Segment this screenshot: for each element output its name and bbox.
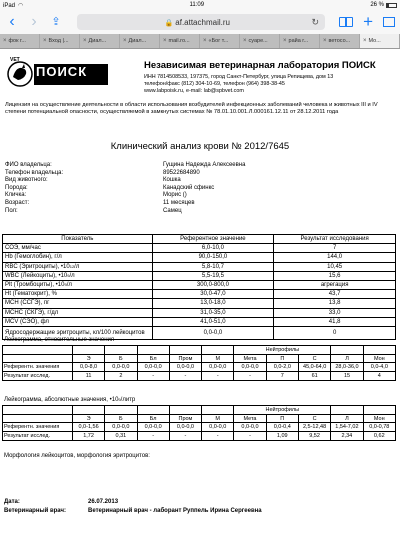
cell-value: 0,0-1,56 (72, 423, 104, 432)
cell-value: - (202, 432, 234, 441)
browser-tab[interactable] (200, 34, 240, 48)
info-key: Порода: (5, 184, 28, 191)
table-row (3, 253, 396, 262)
cell-value: 0,0-0,0 (169, 423, 201, 432)
info-key: ФИО владельца: (5, 162, 52, 168)
param-exponent: 12 (69, 263, 75, 269)
reference-row (3, 423, 396, 432)
browser-tab[interactable] (240, 34, 280, 48)
ref-value: 41,0-51,0 (152, 317, 274, 326)
browser-toolbar (0, 10, 400, 34)
pdf-document (0, 49, 400, 533)
ios-status-bar (0, 0, 400, 10)
browser-tab[interactable] (40, 34, 80, 48)
info-value: Гущина Надежда Алексеевна (163, 162, 246, 168)
info-key: Кличка: (5, 192, 27, 199)
result-row (3, 432, 396, 441)
info-key: Вид животного: (5, 177, 48, 184)
column-header: М (202, 354, 234, 363)
close-tab-icon[interactable]: × (203, 38, 207, 44)
new-tab-icon[interactable]: + (363, 12, 373, 31)
blank-cell (137, 346, 169, 355)
cell-value: 1,72 (72, 432, 104, 441)
device-label: iPad (3, 2, 16, 9)
table-row (3, 290, 396, 299)
cell-value: 2,5-12,48 (298, 423, 330, 432)
param-name (3, 290, 153, 299)
blood-test-table (2, 234, 396, 340)
ref-value: 30,0-47,0 (152, 290, 274, 299)
share-icon[interactable]: ⇪ (51, 16, 61, 28)
browser-tab[interactable] (280, 34, 320, 48)
column-header: Пром (169, 354, 201, 363)
cell-value: 0,0-0,0 (105, 423, 137, 432)
reference-row (3, 363, 396, 372)
cell-value: 2 (105, 372, 137, 381)
result-value: 15,6 (274, 271, 396, 280)
cell-value: - (202, 372, 234, 381)
row-label: Референтн. значения (3, 423, 73, 432)
blank-cell (3, 354, 73, 363)
column-header: Результат исследования (274, 235, 396, 244)
column-header: Э (72, 414, 104, 423)
ref-value: 5,8-10,7 (152, 262, 274, 271)
blank-cell (72, 406, 104, 415)
cell-value: 1,09 (266, 432, 298, 441)
url-text: af.attachmail.ru (175, 17, 230, 27)
blank-cell (105, 406, 137, 415)
column-header: Мон (363, 414, 395, 423)
result-row (3, 372, 396, 381)
group-header-row (3, 406, 396, 415)
blank-cell (169, 406, 201, 415)
cell-value: 28,0-36,0 (331, 363, 363, 372)
column-header: С (298, 414, 330, 423)
table-header (3, 235, 396, 244)
info-value: 11 месяцев (163, 199, 195, 206)
tab-label: райа г... (288, 38, 309, 44)
tab-label: Диал... (128, 38, 147, 44)
close-tab-icon[interactable]: × (363, 38, 367, 44)
cell-value: - (169, 432, 201, 441)
ref-value: 90,0-150,0 (152, 253, 274, 262)
blank-cell (363, 406, 395, 415)
ref-value: 300,0-800,0 (152, 280, 274, 289)
param-name (3, 262, 153, 271)
neutrophils-group: Нейтрофилы (234, 406, 331, 415)
org-address: ИНН 7814508533, 197375, город Санкт-Петербург, улица Репищева, дом 13 (144, 74, 334, 80)
blank-cell (363, 346, 395, 355)
column-header: Мета (234, 414, 266, 423)
column-header: Бл (137, 414, 169, 423)
column-header-row (3, 354, 396, 363)
back-icon[interactable]: ‹ (9, 13, 15, 30)
cell-value: 0,0-2,0 (266, 363, 298, 372)
param-name (3, 308, 153, 317)
param-name (3, 299, 153, 308)
leukogram-relative-table (2, 345, 396, 381)
org-phones: телефон/факс (812) 304-10-69, телефон (964) 398-38-45 (144, 81, 285, 87)
tab-label: Вход |... (48, 38, 69, 44)
cell-value: - (234, 432, 266, 441)
param-text: Plt (Тромбоциты), •10 (5, 282, 65, 289)
vet-row (4, 508, 262, 514)
clock: 11:09 (189, 2, 205, 8)
column-header: Пром (169, 414, 201, 423)
logo-vet: VET (10, 57, 20, 63)
tab-label: суаре... (248, 38, 268, 44)
ref-value: 13,0-18,0 (152, 299, 274, 308)
result-value: 10,45 (274, 262, 396, 271)
cell-value: - (137, 432, 169, 441)
info-row (5, 185, 245, 193)
document-title: Клинический анализ крови № 2012/7645 (110, 141, 290, 152)
close-tab-icon[interactable]: × (123, 38, 127, 44)
ref-value: 6,0-10,0 (152, 244, 274, 253)
info-row (5, 177, 245, 185)
table-row (3, 271, 396, 280)
param-text: СОЭ, мм/час (5, 245, 41, 252)
result-value: агрегация (274, 280, 396, 289)
info-row (5, 192, 245, 200)
info-row (5, 200, 245, 208)
cell-value: 0,0-0,4 (266, 423, 298, 432)
blank-cell (169, 346, 201, 355)
cell-value: 1,54-7,02 (331, 423, 363, 432)
info-value: Самец (163, 207, 182, 214)
bookmarks-icon[interactable] (339, 17, 353, 27)
tab-label: фок г... (8, 38, 26, 44)
ref-value: 31,0-35,0 (152, 308, 274, 317)
table-row (3, 244, 396, 253)
info-row (5, 170, 245, 178)
cell-value: 4 (363, 372, 395, 381)
abs-title-text: Лейкограмма, абсолютные значения, •10 (4, 397, 119, 403)
column-header: Мон (363, 354, 395, 363)
vet-label: Ветеринарный врач: (4, 508, 66, 514)
column-header: П (266, 354, 298, 363)
param-text: Ядросодержащие эритроциты, кл/100 лейкоцитов (5, 329, 145, 336)
blank-cell (105, 346, 137, 355)
param-unit: /л (74, 263, 80, 270)
info-row (5, 162, 245, 170)
close-tab-icon[interactable]: × (243, 38, 247, 44)
blank-cell (3, 414, 73, 423)
column-header: Л (331, 354, 363, 363)
cell-value: 0,31 (105, 432, 137, 441)
table-row (3, 262, 396, 271)
param-text: MCHC (СКГЭ), г/дл (5, 309, 59, 316)
cell-value: 0,0-0,0 (202, 363, 234, 372)
license-text: Лицензия на осуществление деятельности в области использования возбудителей инфекционных заболеваний человека и животных III и IV степени потенциальной опасности, осуществляемой в замкнутых системах № 78.01.10.001.Л.000161.12.11 от 28.12.2011 года (5, 102, 378, 116)
battery-icon (386, 3, 397, 8)
group-header-row (3, 346, 396, 355)
row-label: Результат исслед. (3, 432, 73, 441)
param-unit: /л (69, 272, 75, 279)
logo-word: ПОИСК (36, 64, 88, 79)
tab-label: Мо... (368, 38, 381, 44)
param-exponent: 9 (64, 282, 67, 288)
tab-label: ветосо... (328, 38, 351, 44)
result-value: 41,8 (274, 317, 396, 326)
wifi-icon: ◠ (18, 2, 24, 9)
cell-value: 15 (331, 372, 363, 381)
tab-label: Диал... (88, 38, 107, 44)
param-text: RBC (Эритроциты), •10 (5, 263, 70, 270)
param-name (3, 253, 153, 262)
info-value: Морис () (163, 192, 187, 199)
info-key: Пол: (5, 207, 18, 214)
close-tab-icon[interactable]: × (3, 38, 7, 44)
row-label: Референтн. значения (3, 363, 73, 372)
column-header: С (298, 354, 330, 363)
leukogram-rel-title: Лейкограмма, относительные значения (4, 337, 115, 343)
column-header: Б (105, 414, 137, 423)
battery-label: 26 % (370, 2, 384, 8)
tab-bar (0, 34, 400, 49)
date-label: Дата: (4, 499, 20, 505)
info-value: Канадский сфинкс (163, 184, 215, 191)
cell-value: 7 (266, 372, 298, 381)
param-text: WBC (Лейкоциты), •10 (5, 272, 68, 279)
blank-cell (331, 406, 363, 415)
ref-value: 0,0-0,0 (152, 326, 274, 339)
cell-value: 0,0-0,0 (105, 363, 137, 372)
info-key: Телефон владельца: (5, 169, 64, 176)
result-value: 33,0 (274, 308, 396, 317)
logo-caption: ЛАБОРАТОРИЯ (40, 58, 83, 64)
cell-value: 0,0-4,0 (363, 363, 395, 372)
cell-value: - (234, 372, 266, 381)
blank-cell (3, 346, 73, 355)
result-value: 13,8 (274, 299, 396, 308)
cell-value: - (137, 372, 169, 381)
param-exponent: 9 (67, 272, 70, 278)
column-header: П (266, 414, 298, 423)
row-label: Результат исслед. (3, 372, 73, 381)
column-header: Э (72, 354, 104, 363)
cell-value: 0,0-0,0 (234, 423, 266, 432)
param-name (3, 271, 153, 280)
forward-icon[interactable]: › (31, 13, 37, 30)
blank-cell (72, 346, 104, 355)
param-text: MCH (ССГЭ), пг (5, 300, 50, 307)
browser-tab[interactable] (320, 34, 360, 48)
result-value: 7 (274, 244, 396, 253)
org-title: Независимая ветеринарная лаборатория ПОИСК (144, 60, 376, 71)
abs-title-sup: 9 (118, 397, 121, 402)
date-value: 26.07.2013 (88, 499, 119, 505)
cell-value: 0,0-0,0 (202, 423, 234, 432)
cell-value: 11 (72, 372, 104, 381)
browser-tab[interactable] (360, 34, 400, 48)
column-header: М (202, 414, 234, 423)
blank-cell (3, 406, 73, 415)
blank-cell (202, 406, 234, 415)
lock-icon: 🔒 (164, 19, 174, 27)
browser-tab[interactable] (0, 34, 40, 48)
result-value: 43,7 (274, 290, 396, 299)
cell-value: - (169, 372, 201, 381)
date-row (4, 499, 119, 505)
table-row (3, 299, 396, 308)
close-tab-icon[interactable]: × (323, 38, 327, 44)
column-header: Бл (137, 354, 169, 363)
table-row (3, 308, 396, 317)
close-tab-icon[interactable]: × (283, 38, 287, 44)
close-tab-icon[interactable]: × (83, 38, 87, 44)
close-tab-icon[interactable]: × (163, 38, 167, 44)
column-header: Показатель (3, 235, 153, 244)
neutrophils-group: Нейтрофилы (234, 346, 331, 355)
column-header: Л (331, 414, 363, 423)
ref-value: 5,5-19,5 (152, 271, 274, 280)
abs-title-unit: /литр (120, 397, 136, 403)
address-bar[interactable] (77, 14, 325, 30)
table-row (3, 317, 396, 326)
param-text: Ht (Гематокрит), % (5, 291, 57, 298)
column-header: Б (105, 354, 137, 363)
vet-value: Ветеринарный врач - лаборант Руппель Ирина Сергеевна (88, 508, 262, 514)
cell-value: 0,0-0,0 (137, 363, 169, 372)
blank-cell (202, 346, 234, 355)
info-key: Возраст: (5, 199, 30, 206)
param-unit: /л (66, 282, 72, 289)
cell-value: 0,0-0,0 (234, 363, 266, 372)
patient-info (5, 162, 245, 215)
browser-tab[interactable] (160, 34, 200, 48)
param-name (3, 317, 153, 326)
browser-tab[interactable] (120, 34, 160, 48)
browser-tab[interactable] (80, 34, 120, 48)
blank-cell (137, 406, 169, 415)
cell-value: 45,0-64,0 (298, 363, 330, 372)
info-value: Кошка (163, 177, 181, 184)
result-value: 0 (274, 326, 396, 339)
column-header-row (3, 414, 396, 423)
cell-value: 0,62 (363, 432, 395, 441)
result-value: 144,0 (274, 253, 396, 262)
tabs-icon[interactable] (383, 17, 395, 27)
org-web: www.labpoisk.ru, e-mail: lab@spbvet.com (144, 88, 244, 94)
table-row (3, 280, 396, 289)
cell-value: 2,34 (331, 432, 363, 441)
info-row (5, 208, 245, 216)
param-text: MCV (СЭО), фл (5, 318, 49, 325)
morphology-label: Морфология лейкоцитов, морфология эритроцитов: (4, 453, 150, 459)
close-tab-icon[interactable]: × (43, 38, 47, 44)
param-name (3, 244, 153, 253)
cell-value: 0,0-8,0 (72, 363, 104, 372)
column-header: Мета (234, 354, 266, 363)
cell-value: 0,0-0,0 (137, 423, 169, 432)
tab-label: mail.ro... (168, 38, 190, 44)
param-name (3, 280, 153, 289)
cell-value: 0,0-0,0 (169, 363, 201, 372)
param-text: Hb (Гемоглобин), г/л (5, 254, 62, 261)
info-value: 89522684890 (163, 169, 200, 176)
tab-label: «Бог т... (208, 38, 229, 44)
cell-value: 0,0-0,78 (363, 423, 395, 432)
leukogram-abs-title (4, 397, 135, 403)
cell-value: 61 (298, 372, 330, 381)
reload-icon[interactable]: ↻ (311, 16, 320, 27)
column-header: Референтное значение (152, 235, 274, 244)
leukogram-absolute-table (2, 405, 396, 441)
blank-cell (331, 346, 363, 355)
cell-value: 9,52 (298, 432, 330, 441)
